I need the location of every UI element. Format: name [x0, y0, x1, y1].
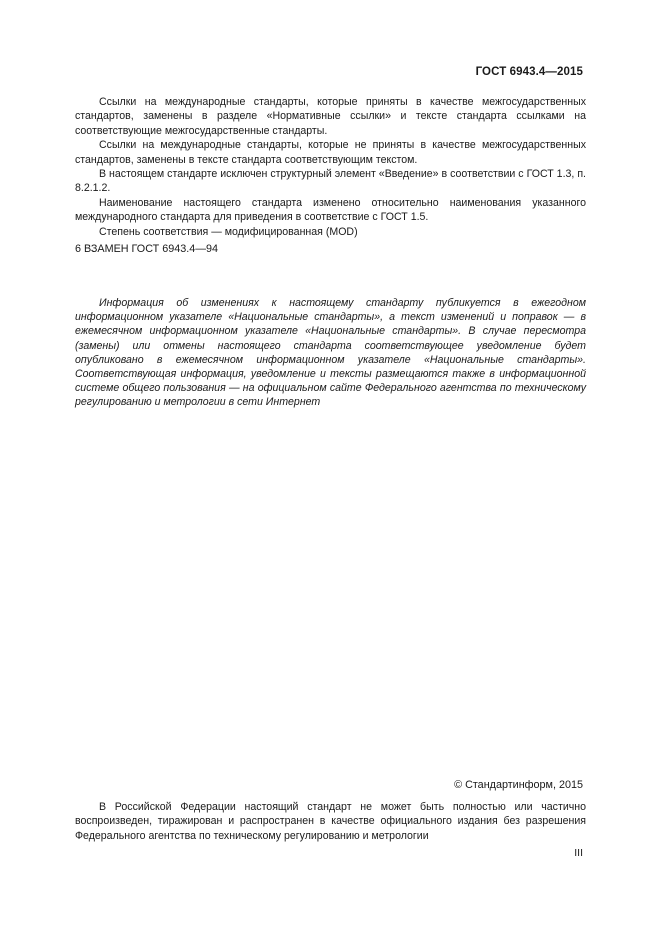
- paragraph-conformity-degree: [75, 225, 586, 239]
- paragraph-name-changed: [75, 196, 586, 225]
- paragraph-international-refs: [75, 95, 586, 138]
- paragraph-introduction-excluded: [75, 167, 586, 196]
- foreword-body: [75, 95, 586, 239]
- amendments-info-text: Информация об изменениях к настоящему стандарту публикуется в ежегодном информационном указателе «Национальные стандарты», а текст изменений и поправок — в ежемесячном информационном указателе «Национальные стандарты». В случае пересмотра (замены) или отмены настоящего стандарта соответствующее уведомление будет опубликовано в ежемесячном информационном указателе «Национальные стандарты». Соответствующая информация, уведомление и тексты размещаются также в информационной системе общего пользования — на официальном сайте Федерального агентства по техническому регулированию и метрологии в сети Интернет: [75, 297, 586, 409]
- paragraph-text: Ссылки на международные стандарты, которые не приняты в качестве межгосударственных стандартов, заменены в тексте стандарта соответствующим текстом.: [75, 139, 586, 166]
- paragraph-text: Ссылки на международные стандарты, которые приняты в качестве межгосударственных стандартов, заменены в разделе «Нормативные ссылки» и тексте стандарта ссылками на соответствующие межгосударственные стандарты.: [75, 96, 586, 137]
- reproduction-notice: [75, 800, 586, 843]
- reproduction-notice-text: В Российской Федерации настоящий стандарт не может быть полностью или частично воспроизведен, тиражирован и распространен в качестве официального издания без разрешения Федерального агентства по техническому регулированию и метрологии: [75, 801, 586, 842]
- paragraph-text: Степень соответствия — модифицированная (MOD): [99, 225, 358, 238]
- page-number: III: [574, 847, 583, 859]
- amendments-info: [75, 296, 586, 410]
- paragraph-text: Наименование настоящего стандарта изменено относительно наименования указанного международного стандарта для приведения в соответствие с ГОСТ 1.5.: [75, 196, 586, 224]
- standard-id-header: ГОСТ 6943.4—2015: [475, 66, 583, 78]
- paragraph-non-adopted-refs: [75, 138, 586, 167]
- replaces-item: 6 ВЗАМЕН ГОСТ 6943.4—94: [75, 243, 219, 255]
- copyright-line: © Стандартинформ, 2015: [454, 779, 583, 791]
- paragraph-text: В настоящем стандарте исключен структурный элемент «Введение» в соответствии с ГОСТ 1.3, п. 8.2.1.2.: [75, 168, 586, 195]
